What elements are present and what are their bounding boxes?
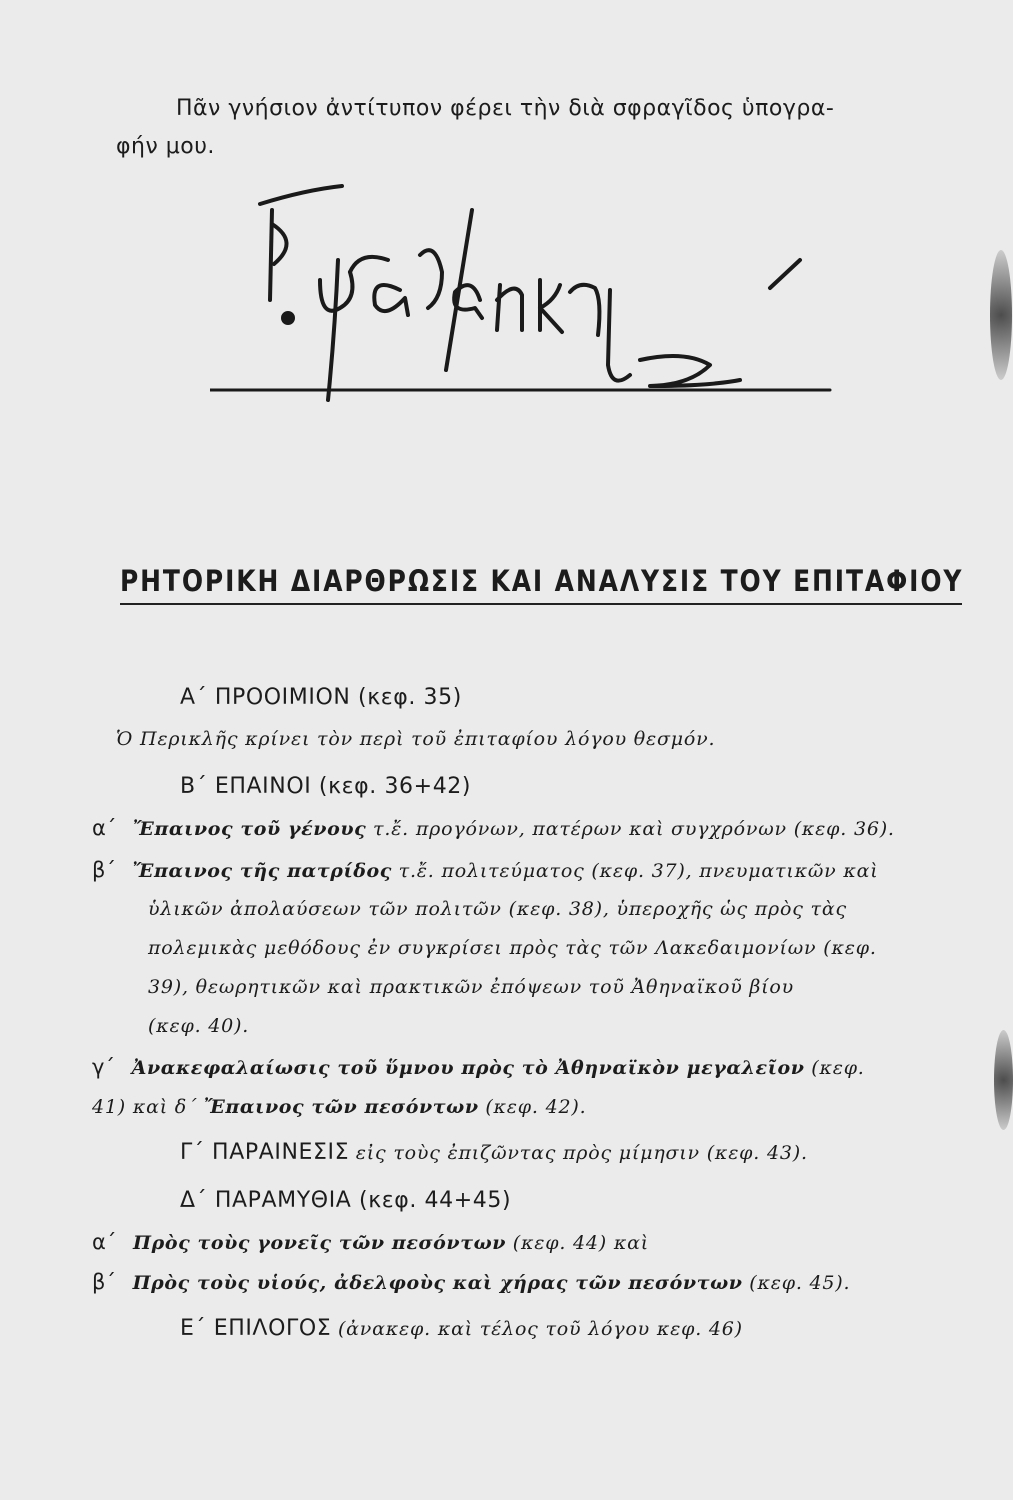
section-b-beta-cont-2: πολεμικὰς μεθόδους ἐν συγκρίσει πρὸς τὰς τῶν Λακεδαιμονίων (κεφ. <box>148 937 877 959</box>
section-c-heading: Γ΄ ΠΑΡΑΙΝΕΣΙΣ <box>180 1140 350 1165</box>
item-prefix: 41) καὶ δ΄ <box>92 1096 198 1118</box>
section-e <box>180 1316 743 1341</box>
authenticity-note-line-1: Πᾶν γνήσιον ἀντίτυπον φέρει τὴν διὰ σφραγῖδος ὑπογρα- <box>176 96 835 121</box>
section-b-gamma <box>92 1055 865 1079</box>
section-a-heading: Α΄ ΠΡΟΟΙΜΙΟΝ (κεφ. 35) <box>180 685 462 710</box>
section-c-text: εἰς τοὺς ἐπιζῶντας πρὸς μίμησιν (κεφ. 43). <box>355 1142 808 1164</box>
item-marker: β΄ <box>92 1270 116 1294</box>
section-d-heading: Δ΄ ΠΑΡΑΜΥΘΙΑ (κεφ. 44+45) <box>180 1188 512 1213</box>
section-b-beta <box>92 858 879 882</box>
section-b-heading: Β΄ ΕΠΑΙΝΟΙ (κεφ. 36+42) <box>180 774 472 799</box>
section-b-alpha <box>92 816 895 840</box>
section-d-alpha <box>92 1230 649 1254</box>
item-marker: β΄ <box>92 858 116 882</box>
section-d-beta <box>92 1270 850 1294</box>
section-e-text: (ἀνακεφ. καὶ τέλος τοῦ λόγου κεφ. 46) <box>337 1318 743 1340</box>
section-e-heading: Ε΄ ΕΠΙΛΟΓΟΣ <box>180 1316 332 1341</box>
item-text: (κεφ. 42). <box>485 1096 587 1118</box>
document-title: ΡΗΤΟΡΙΚΗ ΔΙΑΡΘΡΩΣΙΣ ΚΑΙ ΑΝΑΛΥΣΙΣ ΤΟΥ ΕΠΙΤΑΦΙΟΥ <box>120 564 964 598</box>
item-bold-title: Ἀνακεφαλαίωσις τοῦ ὕμνου πρὸς τὸ Ἀθηναϊκὸν μεγαλεῖον <box>131 1057 805 1079</box>
item-text: (κεφ. 45). <box>749 1272 851 1294</box>
item-bold-title: Ἔπαινος τῆς πατρίδος <box>132 860 392 882</box>
authenticity-note-line-2: φήν μου. <box>116 134 215 159</box>
section-a-text: Ὁ Περικλῆς κρίνει τὸν περὶ τοῦ ἐπιταφίου λόγου θεσμόν. <box>116 728 716 750</box>
item-marker: α΄ <box>92 816 117 840</box>
binding-stain-bottom <box>994 1030 1013 1130</box>
item-text: (κεφ. 44) καὶ <box>512 1232 649 1254</box>
item-text: (κεφ. <box>811 1057 865 1079</box>
section-c <box>180 1140 808 1165</box>
item-marker: γ΄ <box>92 1055 115 1079</box>
binding-stain-top <box>990 250 1012 380</box>
section-b-beta-cont-1: ὑλικῶν ἀπολαύσεων τῶν πολιτῶν (κεφ. 38), ὑπεροχῆς ὡς πρὸς τὰς <box>148 898 847 920</box>
item-bold-title: Ἔπαινος τοῦ γένους <box>133 818 367 840</box>
title-underline <box>120 603 962 605</box>
item-text: τ.ἔ. προγόνων, πατέρων καὶ συγχρόνων (κεφ. 36). <box>373 818 895 840</box>
item-text: τ.ἔ. πολιτεύματος (κεφ. 37), πνευματικῶν καὶ <box>398 860 879 882</box>
section-b-beta-cont-4: (κεφ. 40). <box>148 1015 250 1037</box>
item-bold-title: Ἔπαινος τῶν πεσόντων <box>204 1096 479 1118</box>
section-b-delta <box>92 1094 586 1118</box>
item-marker: α΄ <box>92 1230 117 1254</box>
handwritten-signature <box>210 180 850 420</box>
item-bold-title: Πρὸς τοὺς υἱούς, ἀδελφοὺς καὶ χήρας τῶν πεσόντων <box>132 1272 743 1294</box>
item-bold-title: Πρὸς τοὺς γονεῖς τῶν πεσόντων <box>133 1232 507 1254</box>
section-b-beta-cont-3: 39), θεωρητικῶν καὶ πρακτικῶν ἐπόψεων τοῦ Ἀθηναϊκοῦ βίου <box>148 976 795 998</box>
